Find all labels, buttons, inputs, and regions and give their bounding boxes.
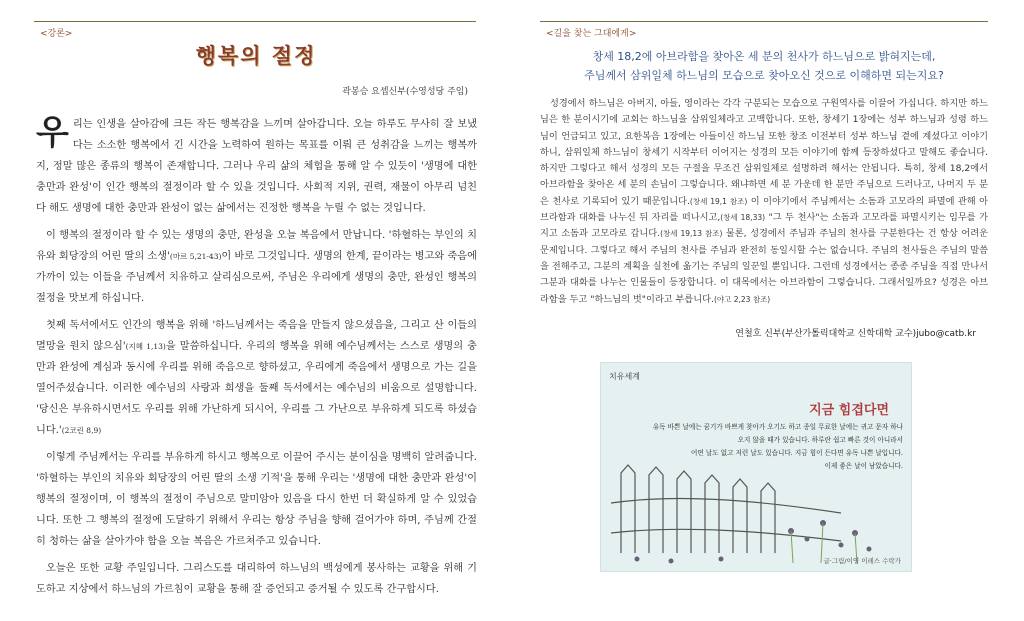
top-rule	[34, 21, 476, 22]
illustration-title: 지금 힘겹다면	[809, 403, 889, 418]
answer-body	[540, 96, 988, 308]
illustration-credit: 글·그림/이영 이레스 수락가	[823, 557, 901, 565]
fence-drawing	[601, 363, 911, 571]
illustration-tag: 치유세계	[609, 372, 640, 381]
paragraph: 이 행복의 절정이라 할 수 있는 생명의 충만, 완성을 오늘 복음에서 만납니다. '하혈하는 부인의 치유와 회당장의 어린 딸의 소생'(마르 5,21-43)이 바로 그것입니다. 생명의 한계, 끝이라는 병고와 죽음에 가까이 있는 이들을 주님께서 치유하고 살리심으로써, 주님은 우리에게 생명의 충만, 완성인 행복의 절정을 맛보게 하십니다.	[36, 230, 477, 304]
illustration-poem: 유독 바쁜 날에는 꿈기가 바쁘게 찾아가 오기도 하고 종일 무료한 날에는 귀고 문자 하나 오지 않을 때가 있습니다. 하루란 쉽고 빠른 것이 아니라서 어떤 날도 없고 저런 날도 있습니다. 지금 힘이 든다면 유독 나쁜 날입니다. 이제 좋은 날이 남았습니다.	[652, 423, 903, 470]
paragraph: 이렇게 주님께서는 우리를 부유하게 하시고 행복으로 이끌어 주시는 분이심을 명백히 알려줍니다. '하혈하는 부인의 치유와 회당장의 어린 딸의 소생 기적'을 통해 우리는 '생명에 대한 충만과 완성'이 행복의 절정이며, 이 행복의 절정이 주님으로 말미암아 있음을 다시 한번 더 확실하게 알 수 있었습니다. 또한 그 행복의 절정에 도달하기 위해서 우리는 항상 주님을 향해 걸어가야 하며, 주님께 간절히 청하는 삶을 살아가야 함을 오늘 복음은 가르쳐주고 있습니다.	[36, 452, 477, 547]
author-line: 곽봉승 요셉신부(수영성당 주임)	[342, 87, 468, 97]
drop-cap: 우	[36, 113, 69, 153]
signature: 연철호 신부(부산가톨릭대학교 신학대학 교수)jubo@catb.kr	[735, 329, 976, 339]
paragraph: 오늘은 또한 교황 주일입니다. 그리스도를 대리하여 하느님의 백성에게 봉사하는 교황을 위해 기도하고 지상에서 하느님의 가르침이 교황을 통해 잘 증언되고 증거될 수 있도록 간구합시다.	[36, 563, 477, 595]
section-tag: <길을 찾는 그대에게>	[546, 29, 637, 39]
top-rule	[540, 21, 988, 22]
paragraph: 첫째 독서에서도 인간의 행복을 위해 '하느님께서는 죽음을 만들지 않으셨음을, 그리고 산 이들의 멸망을 원치 않으심'(지혜 1,13)을 말씀하십니다. 우리의 행복을 위해 예수님께서는 스스로 생명의 충만과 완성에 계심과 동시에 우리를 위해 죽음으로 향하셨고, 우리에게 죽음에서 생명으로 가는 길을 열어주셨습니다. 이러한 예수님의 사랑과 희생을 둘째 독서에서는 예수님의 비움으로 설명합니다. '당신은 부유하시면서도 우리를 위해 가난하게 되시어, 우리를 그 가난으로 부유하게 되도록 하셨습니다.'(2코린 8,9)	[36, 320, 477, 436]
paragraph: 성경에서 하느님은 아버지, 아들, 영이라는 각각 구분되는 모습으로 구원역사를 이끌어 가십니다. 하지만 하느님은 한 분이시기에 교회는 하느님을 삼위일체라고 고백합니다. 또한, 창세기 1장에는 성부 하느님과 성령 하느님이 언급되고 있고, 요한복음 1장에는 아들이신 하느님 또한 창조 이전부터 성부 하느님 곁에 계셨다고 이야기하니, 삼위일체 하느님이 창세기 시작부터 이어지는 성경의 모든 이야기에 함께 등장하셨다고 말해도 좋습니다. 하지만 그렇다고 해서 성경의 모든 구절을 무조건 삼위일체로 설명하려 해서는 안됩니다. 특히, 창세 18,2에서 아브라함을 찾아온 세 분의 손님이 그렇습니다. 왜냐하면 세 분 가운데 한 분만 주님으로 드러나고, 나머지 두 분은 천사로 기록되어 있기 때문입니다.(창세 19,1 참조) 이 이야기에서 주님께서는 소돔과 고모라의 파멸에 관해 아브라함과 대화를 나누신 뒤 자리를 떠나시고,(창세 18,33) "그 두 천사"는 소돔과 고모라를 파멸시키는 임무를 가지고 소돔과 고모라로 갑니다.(창세 19,13 참조) 물론, 성경에서 주님과 주님의 천사를 구분한다는 건 항상 어려운 문제입니다. 그렇다고 해서 주님의 천사를 주님과 완전히 동일시할 수는 없습니다. 주님의 천사들은 주님의 말씀을 전해주고, 그분의 계획을 실천에 옮기는 주님의 일꾼일 뿐입니다. 그런데 성경에서는 종종 주님을 직접 만나서 그분과 대화를 나누는 인물들이 등장합니다. 이 대목에서는 아브라함이 그렇습니다. 그래서일까요? 성경은 아브라함을 두고 "하느님의 벗"이라고 부릅니다.(야고 2,23 참조)	[540, 98, 988, 305]
section-tag: <강론>	[40, 29, 73, 39]
question-heading: 창세 18,2에 아브라함을 찾아온 세 분의 천사가 하느님으로 밝혀지는데, 주님께서 삼위일체 하느님의 모습으로 찾아오신 것으로 이해하면 되는지요?	[584, 50, 944, 82]
paragraph: 우리는 인생을 살아감에 크든 작든 행복감을 느끼며 살아갑니다. 오늘 하루도 무사히 잘 보냈다는 소소한 행복에서 긴 시간을 노력하여 원하는 목표를 이뤄 큰 성취감을 느끼는 행복까지, 정말 많은 종류의 행복이 존재합니다. 그러나 우리 삶의 체험을 통해 알 수 있듯이 '생명에 대한 충만과 완성'이 인간 행복의 절정이라 할 수 있을 것입니다. 사회적 지위, 권력, 재물이 아무리 넘친다 해도 생명에 대한 충만과 완성이 없는 삶에서는 진정한 행복을 누릴 수 없는 것입니다.	[36, 113, 477, 214]
article-title: 행복의 절정	[195, 44, 317, 68]
illustration	[600, 362, 912, 572]
article-body	[36, 114, 477, 606]
